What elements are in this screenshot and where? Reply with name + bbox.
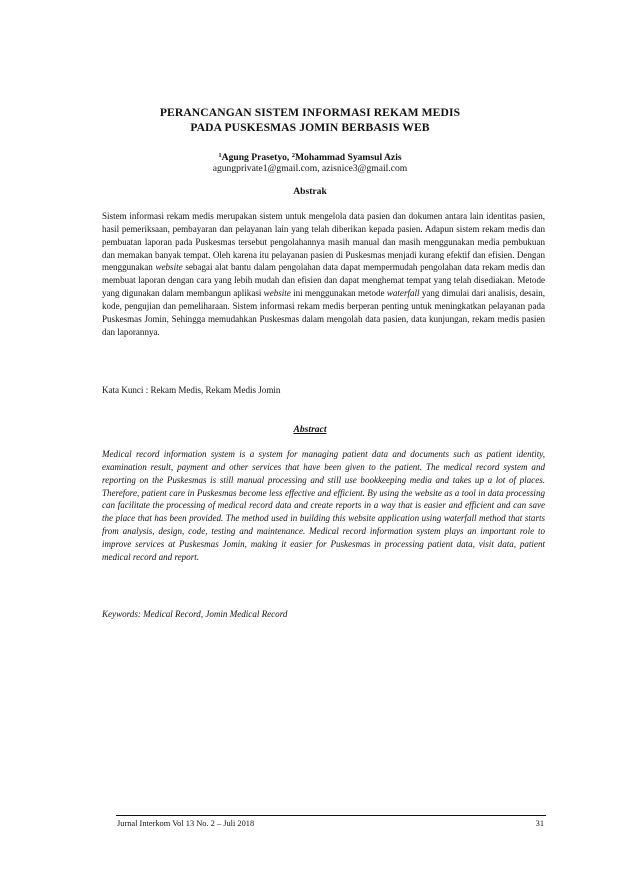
abstrak-body (102, 210, 545, 338)
author-2-name: Mohammad Syamsul Azis (294, 152, 402, 163)
abstrak-text-part-2: sebagai alat bantu dalam pengolahan data dapat mempermudah pengolahan data rekam medis dan membuat laporan dengan cara yang lebih mudah dan efisien dan dapat menghemat tempat yang telah disediakan. Metode yang digunakan dalam membangun aplikasi (102, 262, 545, 299)
paper-title-line-1: PERANCANGAN SISTEM INFORMASI REKAM MEDIS (159, 106, 461, 119)
author-emails: agungprivate1@gmail.com, azisnice3@gmail.com (212, 163, 408, 174)
abstrak-term-website-1: website (155, 262, 183, 273)
abstrak-text-part-1: Sistem informasi rekam medis merupakan sistem untuk mengelola data pasien dan dokumen antara lain identitas pasien, hasil pemeriksaan, pembayaran dan pelayanan lain yang telah diberikan kepada pasien. Adapun sistem rekam medis dan pembuatan laporan pada Puskesmas tersebut pengolahannya masih manual dan masih menggunakan media pembukuan dan memakan banyak tempat. Oleh karena itu pelayanan pasien di Puskesmas menjadi kurang efektif dan efisien. Dengan menggunakan (102, 211, 545, 273)
page-number: 31 (535, 819, 544, 828)
footer-divider (116, 815, 546, 816)
abstrak-text-part-4: yang dimulai dari analisis, desain, kode, pengujian dan pemeliharaan. Sistem informasi rekam medis berperan penting untuk meningkatkan pelayanan pada Puskesmas Jomin, Sehingga memudahkan Puskesmas dalam mengolah data pasien, data kunjungan, rekam medis pasien dan laporannya. (102, 288, 546, 337)
author-1-affiliation-mark: 1 (218, 152, 222, 159)
author-2-affiliation-mark: 2 (291, 152, 295, 159)
abstrak-text-part-3: ini menggunakan metode (290, 288, 387, 299)
abstrak-heading: Abstrak (293, 186, 327, 197)
abstrak-term-website-2: website (263, 288, 291, 299)
abstrak-term-waterfall: waterfall (386, 288, 420, 299)
kata-kunci: Kata Kunci : Rekam Medis, Rekam Medis Jomin (102, 385, 281, 395)
abstract-heading: Abstract (293, 424, 327, 435)
paper-title-line-2: PADA PUSKESMAS JOMIN BERBASIS WEB (190, 121, 430, 134)
footer-journal-info: Jurnal Interkom Vol 13 No. 2 – Juli 2018 (117, 819, 255, 828)
author-1-name: Agung Prasetyo, (221, 152, 292, 163)
keywords: Keywords: Medical Record, Jomin Medical Record (102, 609, 288, 619)
abstract-body: Medical record information system is a system for managing patient data and documents such as patient identity, examination result, payment and other services that have been given to the patient. The medical record system and reporting on the Puskesmas is still manual processing and still use bookkeeping media and takes up a lot of places. Therefore, patient care in Puskesmas become less effective and efficient. By using the website as a tool in data processing can facilitate the processing of medical record data and create reports in a way that is easier and efficient and can save the place that has been provided. The method used in building this website application using waterfall method that starts from analysis, design, code, testing and maintenance. Medical record information system plays an important role to improve services at Puskesmas Jomin, making it easier for Puskesmas in processing patient data, visit data, patient medical record and report. (102, 449, 545, 562)
paper-title (100, 105, 520, 135)
